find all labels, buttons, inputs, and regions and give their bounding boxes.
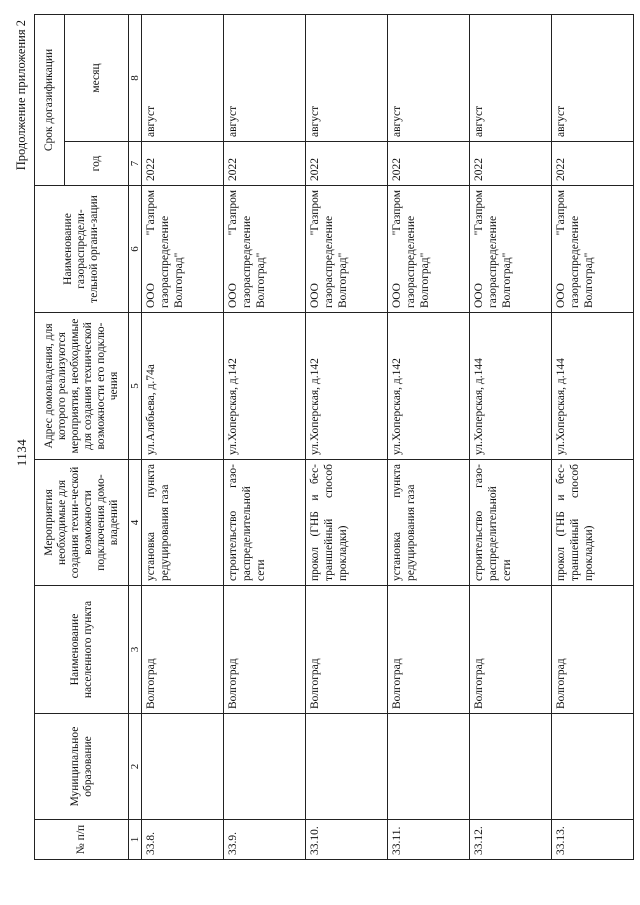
row-year: 2022 [552,142,634,186]
row-municipality [552,714,634,820]
gasification-table [34,14,634,860]
row-org: ООО "Газпром газораспределение Волгоград" [552,186,634,313]
row-settlement: Волгоград [224,586,306,714]
col-number: 7 [129,142,142,186]
col-number: 1 [129,820,142,860]
table-row [388,15,470,860]
col-number: 8 [129,15,142,142]
row-month: август [306,15,388,142]
row-settlement: Волгоград [388,586,470,714]
row-address: ул.Хоперская, д.144 [470,313,552,460]
row-measure: строительство газо-распределительной сети [470,460,552,586]
header-term: Срок догазификации [35,15,65,186]
row-month: август [388,15,470,142]
row-address: ул.Хоперская, д.142 [224,313,306,460]
row-year: 2022 [470,142,552,186]
col-number: 4 [129,460,142,586]
header-month: месяц [65,15,129,142]
row-org: ООО "Газпром газораспределение Волгоград" [224,186,306,313]
row-address: ул.Алябьева, д.74а [142,313,224,460]
row-num: 33.9. [224,820,306,860]
row-month: август [142,15,224,142]
row-month: август [470,15,552,142]
row-settlement: Волгоград [470,586,552,714]
header-settlement: Наименование населенного пункта [35,586,129,714]
row-measure: строительство газо-распределительной сети [224,460,306,586]
row-municipality [388,714,470,820]
header-year: год [65,142,129,186]
row-municipality [306,714,388,820]
row-month: август [224,15,306,142]
table-row [470,15,552,860]
row-settlement: Волгоград [552,586,634,714]
row-month: август [552,15,634,142]
row-org: ООО "Газпром газораспределение Волгоград" [306,186,388,313]
row-measure: прокол (ГНБ и бес-траншейный способ прокладки) [552,460,634,586]
row-year: 2022 [224,142,306,186]
row-org: ООО "Газпром газораспределение Волгоград" [470,186,552,313]
row-address: ул.Хоперская, д.144 [552,313,634,460]
row-org: ООО "Газпром газораспределение Волгоград" [142,186,224,313]
row-settlement: Волгоград [306,586,388,714]
table-row [306,15,388,860]
col-number: 5 [129,313,142,460]
col-number: 2 [129,714,142,820]
page-number: 1134 [14,438,29,467]
header-num: № п/п [35,820,129,860]
row-year: 2022 [306,142,388,186]
header-org: Наименование газораспредели-тельной органи-зации [35,186,129,313]
header-municipality: Муниципальное образование [35,714,129,820]
col-number: 3 [129,586,142,714]
col-number: 6 [129,186,142,313]
row-org: ООО "Газпром газораспределение Волгоград" [388,186,470,313]
row-num: 33.10. [306,820,388,860]
row-address: ул.Хоперская, д.142 [388,313,470,460]
row-measure: установка пункта редуцирования газа [142,460,224,586]
header-measures: Мероприятия необходимые для создания техни-ческой возможности подключения домо-владений [35,460,129,586]
row-num: 33.12. [470,820,552,860]
row-address: ул.Хоперская, д.142 [306,313,388,460]
row-measure: установка пункта редуцирования газа [388,460,470,586]
row-settlement: Волгоград [142,586,224,714]
row-num: 33.11. [388,820,470,860]
row-municipality [142,714,224,820]
row-measure: прокол (ГНБ и бес-траншейный способ прокладки) [306,460,388,586]
row-year: 2022 [142,142,224,186]
row-municipality [224,714,306,820]
row-num: 33.13. [552,820,634,860]
appendix-heading: Продолжение приложения 2 [14,20,28,171]
table-row [552,15,634,860]
table-row [224,15,306,860]
row-year: 2022 [388,142,470,186]
row-num: 33.8. [142,820,224,860]
row-municipality [470,714,552,820]
header-address: Адрес домовладения, для которого реализуются мероприятия, необходимые для создания технической возможности его подклю-чения [35,313,129,460]
table-row [142,15,224,860]
